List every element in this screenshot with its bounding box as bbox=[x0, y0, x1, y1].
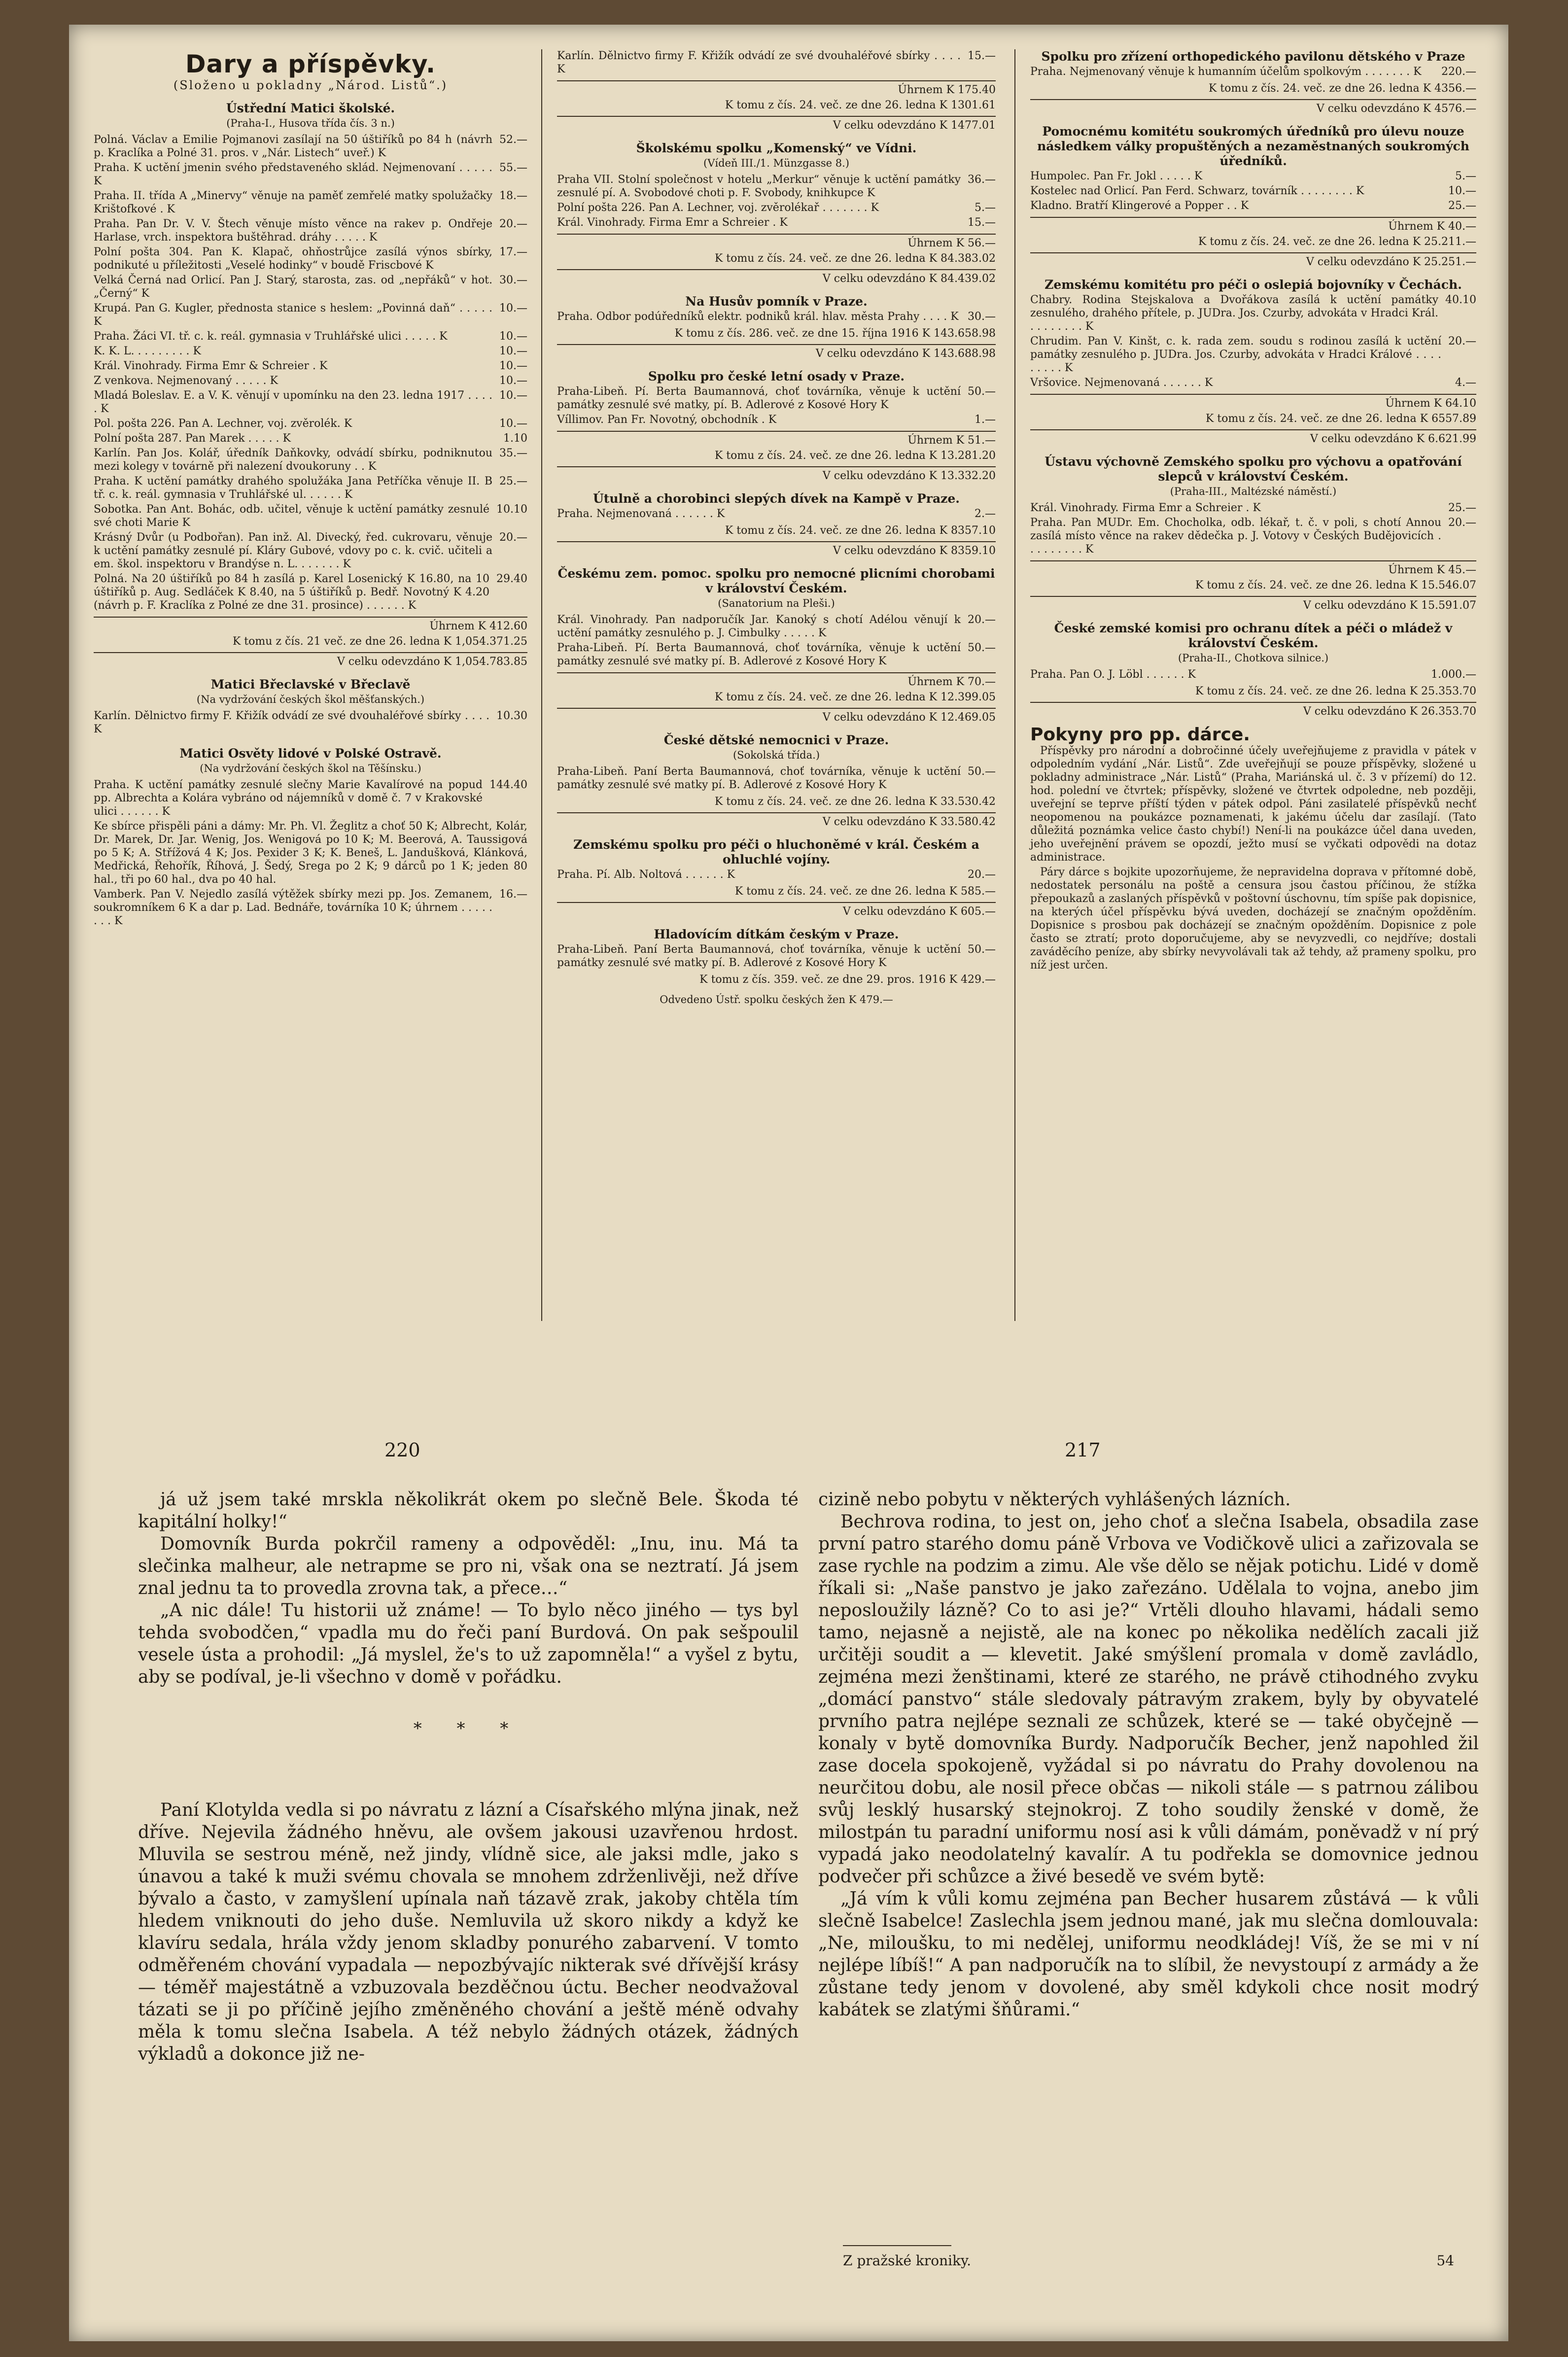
donations-column-3 bbox=[1030, 49, 1476, 973]
donation-entry: Polní pošta 304. Pan K. Klapač, ohňostrůjce zasílá výnos sbírky, podnikuté u příležitosti „Veselé hodinky“ v boudě Friscbové K 17.— bbox=[94, 246, 527, 272]
carried-total: K tomu z čís. 24. več. ze dne 26. ledna K 6557.89 bbox=[1205, 413, 1476, 425]
grand-total: V celku odevzdáno K 1,054.783.85 bbox=[94, 652, 527, 668]
section-subheading: (Sokolská třída.) bbox=[732, 749, 820, 761]
section-heading: Matici Osvěty lidové v Polské Ostravě. bbox=[179, 746, 442, 761]
donation-entry: Krásný Dvůr (u Podbořan). Pan inž. Al. Divecký, řed. cukrovaru, věnuje k uctění památky zesnulé pí. Kláry Gubové, vdovy po c. k. cvič. učiteli a em. škol. inspektoru v Brandýse n. L. . . . . . . K 20.— bbox=[94, 531, 527, 570]
donation-entry: Praha. Pan O. J. Löbl . . . . . . K 1.000.— bbox=[1030, 668, 1476, 681]
carried-total: K tomu z čís. 359. več. ze dne 29. pros. 1916 K 429.— bbox=[699, 973, 996, 986]
story-paragraph: cizině nebo pobytu v některých vyhlášených lázních. bbox=[818, 1490, 1291, 1510]
section-subheading: (Na vydržování českých škol měšťanských.) bbox=[196, 693, 425, 705]
section-heading: Školskému spolku „Komenský“ ve Vídni. bbox=[636, 141, 917, 155]
section-subheading: (Praha-III., Maltézské náměstí.) bbox=[1170, 485, 1337, 497]
folio-number: 54 bbox=[1436, 2253, 1454, 2269]
section-heading: Útulně a chorobinci slepých dívek na Kampě v Praze. bbox=[593, 491, 960, 506]
notice-paragraph: Příspěvky pro národní a dobročinné účely uveřejňujeme z pravidla v pátek v odpoledním vydání „Nár. Listů“. Zde uveřejňují se pouze příspěvky, složené u pokladny administrace „Nár. Listů“ (Praha, Mariánská ul. č. 3 v přízemí) do 12. hod. polední ve čtvrtek; příspěvky, složené ve čtvrtek odpoledne, neb později, uveřejní se teprve příští týden v pátek odpol. Páni zasilatelé příspěvků nechť neopomenou na poukázce poznamenati, k jakému účelu dar zasílají. (Tato důležitá poznámka velice často chybí!) Není-li na poukázce účel dana uveden, jeho uveřejnění právem se opozdí, ježto musí se vyčkati odpovědi na dotaz administrace. bbox=[1030, 745, 1476, 864]
story-column-left bbox=[138, 1489, 799, 2065]
section-heading: České zemské komisi pro ochranu dítek a péči o mládež v království Českém. bbox=[1054, 621, 1453, 650]
donor-list: Ke sbírce přispěli páni a dámy: Mr. Ph. Vl. Žeglitz a choť 50 K; Albrecht, Kolár, Dr. Marek, Dr. Jar. Wenig, Jos. Wenigová po 10 K; M. Beerová, A. Taussigová po 5 K; A. Střížová 4 K; Jos. Pexider 3 K; K. Beneš, L. Jandušková, Klánková, Medřická, Řehořík, Říhová, J. Šedý, Srega po 2 K; 9 dárců po 1 K; jeden 80 hal., tři po 60 hal., dva po 40 hal. bbox=[94, 820, 527, 886]
subtotal: Úhrnem K 40.— bbox=[1030, 217, 1476, 233]
story-paragraph: Paní Klotylda vedla si po návratu z lázní a Císařského mlýna jinak, než dříve. Nejevila žádného hněvu, ale ovšem jakousi uzavřenou hrdost. Mluvila se sestrou méně, než jindy, vlídně sice, ale jaksi mdle, jako s únavou a také k muži svému chovala se mnohem zdrženlivěji, než dříve bývalo a často, v zamyšlení upínala naň tázavě zrak, jakoby chtěla tím hledem vniknouti do jeho duše. Nemluvila už skoro nikdy a když ke klavíru sedala, hrála vždy jenom skladby ponurého zabarvení. V tomto odměřeném chování vypadala — nepozbývajíc nikterak své dřívější krásy — téměř majestátně a vzbuzovala bezděčnou úctu. Becher neodvažoval tázati se ji po příčině jejího změněného chování a ještě méně odvahy měla k tomu slečna Isabela. A též nebylo žádných otázek, žádných výkladů a dokonce již ne- bbox=[138, 1800, 799, 2064]
donation-entry: Praha VII. Stolní společnost v hotelu „Merkur“ věnuje k uctění památky zesnulé pí. A. Svobodové choti p. F. Svobody, knihkupce K 36.— bbox=[557, 173, 996, 199]
subtotal: Úhrnem K 56.— bbox=[557, 234, 996, 250]
carried-total: K tomu z čís. 24. več. ze dne 26. ledna K 25.211.— bbox=[1198, 236, 1476, 248]
donation-entry: Polní pošta 287. Pan Marek . . . . . K 1.10 bbox=[94, 432, 527, 445]
section-subheading: (Na vydržování českých škol na Těšínsku.) bbox=[200, 763, 421, 774]
page-number-left: 220 bbox=[384, 1439, 420, 1461]
donation-entry: Chabry. Rodina Stejskalova a Dvořákova zasílá k uctění památky zesnulého, drahého přítele, p. JUDra. Jos. Czurby, advokáta v Hradci Král. . . . . . . . . K 40.10 bbox=[1030, 294, 1476, 333]
grand-total: V celku odevzdáno K 605.— bbox=[557, 902, 996, 918]
grand-total: V celku odevzdáno K 15.591.07 bbox=[1030, 596, 1476, 612]
carried-total: K tomu z čís. 24. več. ze dne 26. ledna K 585.— bbox=[734, 885, 996, 898]
donation-entry: Velká Černá nad Orlicí. Pan J. Starý, starosta, zas. od „nepřáků“ v hot. „Černý“ K 30.— bbox=[94, 274, 527, 300]
subtotal: Úhrnem K 412.60 bbox=[94, 617, 527, 633]
donation-entry: Praha-Libeň. Paní Berta Baumannová, choť továrníka, věnuje k uctění památky zesnulé své matky pí. B. Adlerové z Kosové Hory K 50.— bbox=[557, 765, 996, 791]
section-heading: Na Husův pomník v Praze. bbox=[685, 294, 868, 309]
section-heading: Ústřední Matici školské. bbox=[226, 101, 395, 115]
carried-total: K tomu z čís. 286. več. ze dne 15. října 1916 K 143.658.98 bbox=[674, 327, 996, 340]
donation-entry: Sobotka. Pan Ant. Bohác, odb. učitel, věnuje k uctění památky zesnulé své choti Marie K 10.10 bbox=[94, 503, 527, 529]
grand-total: V celku odevzdáno K 4576.— bbox=[1030, 99, 1476, 115]
grand-total: V celku odevzdáno K 12.469.05 bbox=[557, 708, 996, 724]
grand-total: V celku odevzdáno K 13.332.20 bbox=[557, 466, 996, 483]
section-heading: České dětské nemocnici v Praze. bbox=[663, 733, 889, 747]
donation-entry: Polní pošta 226. Pan A. Lechner, voj. zvěrolékař . . . . . . . K 5.— bbox=[557, 202, 996, 214]
story-paragraph: já už jsem také mrskla několikrát okem po slečně Bele. Škoda té kapitální holky!“ bbox=[138, 1490, 799, 1532]
column-divider bbox=[541, 49, 542, 1321]
carried-total: K tomu z čís. 21 več. ze dne 26. ledna K 1,054.371.25 bbox=[232, 635, 527, 648]
donations-column-2 bbox=[557, 49, 996, 1006]
section-subheading: (Sanatorium na Pleši.) bbox=[718, 597, 835, 609]
donation-entry: Krupá. Pan G. Kugler, přednosta stanice s heslem: „Povinná daň“ . . . . . K 10.— bbox=[94, 302, 527, 328]
story-paragraph: „Já vím k vůli komu zejména pan Becher husarem zůstává — k vůli slečně Isabelce! Zaslechla jsem jednou mané, jak mu slečna domlouvala: „Ne, miloušku, to mi nedělej, uniformu neodkládej! Víš, že se mi v ní nejlépe líbíš!“ A pan nadporučík na to slíbil, že nevystoupí z armády a že zůstane tedy jenom v dovolené, aby směl kdykoli chce nosit modrý kabátek se zlatými šňůrami.“ bbox=[818, 1889, 1479, 2020]
subtotal: Úhrnem K 45.— bbox=[1030, 560, 1476, 577]
donation-entry: Humpolec. Pan Fr. Jokl . . . . . K 5.— bbox=[1030, 170, 1476, 182]
grand-total: V celku odevzdáno K 33.580.42 bbox=[557, 812, 996, 829]
running-title: Z pražské kroniky. bbox=[843, 2253, 972, 2269]
donor-notice bbox=[1030, 725, 1476, 972]
page-title: Dary a příspěvky. bbox=[185, 50, 436, 78]
donation-entry: Karlín. Pan Jos. Kolář, úředník Daňkovky, odvádí sbírku, podniknutou mezi kolegy v továrně při nalezení dvoukoruny . . K 35.— bbox=[94, 447, 527, 473]
carried-total: K tomu z čís. 24. več. ze dne 26. ledna K 84.383.02 bbox=[714, 252, 996, 265]
carried-total: K tomu z čís. 24. več. ze dne 26. ledna K 15.546.07 bbox=[1195, 579, 1476, 591]
donation-entry: Z venkova. Nejmenovaný . . . . . K 10.— bbox=[94, 375, 527, 387]
carried-total: K tomu z čís. 24. več. ze dne 26. ledna K 1301.61 bbox=[725, 99, 996, 111]
donation-entry: Praha. Žáci VI. tř. c. k. reál. gymnasia v Truhlářské ulici . . . . . K 10.— bbox=[94, 330, 527, 343]
donation-entry: Praha. K uctění jmenin svého představeného sklád. Nejmenovaní . . . . . K 55.— bbox=[94, 162, 527, 187]
donation-entry: Praha. Nejmenovaná . . . . . . K 2.— bbox=[557, 508, 996, 520]
notice-paragraph: Páry dárce s bojkite upozorňujeme, že nepravidelna doprava v přítomné době, nedostatek personálu na poště a censura jsou častou příčinou, že stížka přepoukazů a zaslaných příspěvků v poštovní úschovnu, tím spíše pak dopisnice, na kterých účel příspěvku bývá uveden, docházejí se značným opožděním. Dopisnice s prosbou pak docházejí se značným opožděním. Dopisnice z pole často se ztratí; proto doporučujeme, aby se nevyzvedli, co nejdříve; dostali zaváděcího peníze, aby sbírky nevyvolávali tak až tehdy, až prameny spolku, pro níž jest určen. bbox=[1030, 866, 1476, 971]
grand-total: V celku odevzdáno K 1477.01 bbox=[557, 116, 996, 132]
donation-entry: Víllimov. Pan Fr. Novotný, obchodník . K 1.— bbox=[557, 414, 996, 426]
section-heading: Matici Břeclavské v Břeclavě bbox=[210, 677, 411, 692]
grand-total: V celku odevzdáno K 6.621.99 bbox=[1030, 429, 1476, 446]
section-heading: Pomocnému komitétu soukromých úředníků pro úlevu nouze následkem války propuštěných a nezaměstnaných soukromých úředníků. bbox=[1037, 124, 1469, 168]
donation-entry: Praha. Pan Dr. V. V. Štech věnuje místo věnce na rakev p. Ondřeje Harlase, vrch. inspektora buštěhrad. dráhy . . . . . K 20.— bbox=[94, 218, 527, 243]
donation-entry: Král. Vinohrady. Firma Emr & Schreier . K 10.— bbox=[94, 360, 527, 372]
story-paragraph: Bechrova rodina, to jest on, jeho choť a slečna Isabela, obsadila zase první patro starého domu páně Vrbova ve Vodičkově ulici a zařizovala se zase rychle na podzim a zimu. Ale vše dělo se nějak potichu. Lidé v domě říkali si: „Naše panstvo je jako zařezáno. Udělala to vojna, anebo jim neposloužily lázně? Co to asi je?“ Vrtěli dlouho hlavami, hádali semo tamo, nejasně a nejistě, ale na konec po několika nedělích zacali již určitěji soudit a — klevetit. Jaké smýšlení promala v domě zavládlo, zejména mezi ženštinami, které ze starého, ne právě ctihodného zvyku „domácí panstvo“ stále sledovaly pátravým zrakem, byly by obyvatelé prvního patra nejlépe seznali ze schůzek, které se — také obyčejně — konaly v bytě domovníka Burdy. Nadporučík Becher, jenž napohled žil zase docela spokojeně, vyžádal si po návratu do Prahy dovolenou na neurčitou dobu, ale nosil přece občas — nikoli stále — s patrnou zálibou svůj lesklý husarský stejnokroj. Z toho soudily ženské v domě, že milostpán tu paradní uniformu nosí asi k vůli dámám, poněvadž v ní prý vypadá jako neodolatelný kavalír. A tu podřekla se domovnice jednou podvečer při schůzce a živé besedě ve svém bytě: bbox=[818, 1512, 1479, 1887]
donation-entry: Praha. Pan MUDr. Em. Chocholka, odb. lékař, t. č. v poli, s chotí Annou zasílá místo věnce na rakev dědečka p. J. Votovy v Českých Budějovicích . . . . . . . . . K 20.— bbox=[1030, 517, 1476, 555]
notice-title: Pokyny pro pp. dárce. bbox=[1030, 725, 1250, 745]
section-subheading: (Praha-I., Husova třída čís. 3 n.) bbox=[226, 117, 395, 129]
grand-total: V celku odevzdáno K 84.439.02 bbox=[557, 269, 996, 285]
section-heading: Ústavu výchovně Zemského spolku pro výchovu a opatřování slepců v království Českém. bbox=[1045, 454, 1462, 484]
story-column-right bbox=[818, 1489, 1479, 2021]
subtotal: Úhrnem K 51.— bbox=[557, 431, 996, 447]
donation-entry: Polná. Václav a Emilie Pojmanovi zasílají na 50 úštiříků po 84 h (návrh p. Kraclíka a Polné 31. pros. v „Nár. Listech“ uveř.) K 52.— bbox=[94, 134, 527, 159]
grand-total: V celku odevzdáno K 8359.10 bbox=[557, 541, 996, 557]
carried-total: K tomu z čís. 24. več. ze dne 26. ledna K 4356.— bbox=[1208, 82, 1476, 95]
newspaper-page bbox=[69, 25, 1508, 2341]
donation-entry: Praha. Pí. Alb. Noltová . . . . . . K 20.— bbox=[557, 868, 996, 881]
donation-entry: Mladá Boleslav. E. a V. K. věnují v upomínku na den 23. ledna 1917 . . . . . K 10.— bbox=[94, 389, 527, 415]
donation-entry: Král. Vinohrady. Firma Emr a Schreier . K 15.— bbox=[557, 216, 996, 229]
story-paragraph: Domovník Burda pokrčil rameny a odpověděl: „Inu, inu. Má ta slečinka malheur, ale netrapme se pro ni, však ona se neztratí. Já jsem znal jednu ta to provedla zrovna tak, a přece…“ bbox=[138, 1534, 799, 1598]
page-subtitle: (Složeno u pokladny „Národ. Listů“.) bbox=[173, 78, 448, 92]
donation-entry: Polná. Na 20 úštiříků po 84 h zasílá p. Karel Losenický K 16.80, na 10 úštiříků p. Aug. Sedláček K 8.40, na 5 úštiříků p. Bedř. Novotný K 4.20 (návrh p. F. Kraclíka z Polné ze dne 31. prosince) . . . . . . K 29.40 bbox=[94, 573, 527, 612]
final-remittance: Odvedeno Ústř. spolku českých žen K 479.— bbox=[660, 994, 893, 1005]
donations-column-1 bbox=[94, 49, 527, 929]
donation-entry: K. K. L. . . . . . . . . K 10.— bbox=[94, 345, 527, 357]
section-heading: Hladovícím dítkám českým v Praze. bbox=[654, 927, 899, 941]
section-heading: Zemskému komitétu pro péči o oslepiá bojovníky v Čechách. bbox=[1045, 277, 1462, 292]
grand-total: V celku odevzdáno K 26.353.70 bbox=[1030, 702, 1476, 718]
donation-entry: Karlín. Dělnictvo firmy F. Křižík odvádí ze své dvouhaléřové sbírky . . . . K 10.30 bbox=[94, 710, 527, 735]
carried-total: K tomu z čís. 24. več. ze dne 26. ledna K 25.353.70 bbox=[1195, 685, 1476, 697]
subtotal: Úhrnem K 64.10 bbox=[1030, 394, 1476, 410]
story-paragraph: „A nic dále! Tu historii už známe! — To bylo něco jiného — tys byl tehda svobodčen,“ vpadla mu do řeči paní Burdová. On pak sešpoulil vesele ústa a prohodil: „Já myslel, že's to už zapomněla!“ a vyšel z bytu, aby se podíval, je-li všechno v domě v pořádku. bbox=[138, 1600, 799, 1687]
donation-entry: Chrudim. Pan V. Kinšt, c. k. rada zem. soudu s rodinou zasílá k uctění památky zesnulého p. JUDra. Jos. Czurby, advokáta v Hradci Králové . . . . . . . . . K 20.— bbox=[1030, 335, 1476, 374]
carried-total: K tomu z čís. 24. več. ze dne 26. ledna K 12.399.05 bbox=[714, 691, 996, 703]
donation-entry: Praha. II. třída A „Minervy“ věnuje na paměť zemřelé matky spolužačky Krištofkové . K 18.— bbox=[94, 190, 527, 215]
page-number-right: 217 bbox=[1065, 1439, 1101, 1461]
section-break: * * * bbox=[413, 1719, 523, 1738]
section-heading: Českému zem. pomoc. spolku pro nemocné plicními chorobami v království Českém. bbox=[558, 566, 995, 595]
section-heading: Spolku pro české letní osady v Praze. bbox=[648, 369, 905, 383]
section-heading: Zemskému spolku pro péči o hluchoněmé v král. Českém a ohluchlé vojíny. bbox=[573, 837, 979, 867]
donation-entry: Kostelec nad Orlicí. Pan Ferd. Schwarz, továrník . . . . . . . . K 10.— bbox=[1030, 185, 1476, 197]
donation-entry: Praha. Odbor podúředníků elektr. podniků král. hlav. města Prahy . . . . K 30.— bbox=[557, 311, 996, 323]
donation-entry: Praha. K uctění památky zesnulé slečny Marie Kavalírové na popud pp. Albrechta a Kolára vybráno od nájemníků v domě č. 7 v Krakovské ulici . . . . . . K 144.40 bbox=[94, 779, 527, 818]
donation-entry: Pol. pošta 226. Pan A. Lechner, voj. zvěrolék. K 10.— bbox=[94, 417, 527, 430]
donation-entry: Král. Vinohrady. Pan nadporučík Jar. Kanoký s chotí Adélou věnují k uctění památky zesnulého p. J. Cimbulky . . . . . K 20.— bbox=[557, 614, 996, 639]
donation-entry: Karlín. Dělnictvo firmy F. Křižík odvádí ze své dvouhaléřové sbírky . . . . K 15.— bbox=[557, 50, 996, 75]
donation-entry: Praha-Libeň. Paní Berta Baumannová, choť továrníka, věnuje k uctění památky zesnulé své matky pí. B. Adlerové z Kosové Hory K 50.— bbox=[557, 943, 996, 969]
carried-total: K tomu z čís. 24. več. ze dne 26. ledna K 13.281.20 bbox=[714, 450, 996, 462]
grand-total: V celku odevzdáno K 25.251.— bbox=[1030, 252, 1476, 269]
donation-entry: Praha-Libeň. Pí. Berta Baumannová, choť továrníka, věnuje k uctění památky zesnulé své matky pí. B. Adlerové z Kosové Hory K 50.— bbox=[557, 642, 996, 667]
subtotal: Úhrnem K 70.— bbox=[557, 672, 996, 689]
donation-entry: Kladno. Bratří Klingerové a Popper . . K 25.— bbox=[1030, 200, 1476, 212]
section-heading: Spolku pro zřízení orthopedického pavilonu dětského v Praze bbox=[1041, 49, 1465, 64]
subtotal: Úhrnem K 175.40 bbox=[557, 80, 996, 97]
page-footer bbox=[843, 2253, 1454, 2269]
donation-entry: Vamberk. Pan V. Nejedlo zasílá výtěžek sbírky mezi pp. Jos. Zemanem, soukromníkem 6 K a dar p. Lad. Bednáře, továrníka 10 K; úhrnem . . . . . . . . K 16.— bbox=[94, 888, 527, 927]
column-divider bbox=[1014, 49, 1015, 1321]
footer-rule bbox=[843, 2245, 951, 2246]
donation-entry: Praha. Nejmenovaný věnuje k humanním účelům spolkovým . . . . . . . K 220.— bbox=[1030, 66, 1476, 78]
section-subheading: (Praha-II., Chotkova silnice.) bbox=[1178, 652, 1329, 664]
carried-total: K tomu z čís. 24. več. ze dne 26. ledna K 33.530.42 bbox=[714, 796, 996, 808]
donation-entry: Praha. K uctění památky drahého spolužáka Jana Petříčka věnuje II. B tř. c. k. reál. gymnasia v Truhlářské ul. . . . . . K 25.— bbox=[94, 475, 527, 501]
donation-entry: Král. Vinohrady. Firma Emr a Schreier . K 25.— bbox=[1030, 502, 1476, 514]
donation-entry: Praha-Libeň. Pí. Berta Baumannová, choť továrníka, věnuje k uctění památky zesnulé své matky, pí. B. Adlerové z Kosové Hory K 50.— bbox=[557, 385, 996, 411]
grand-total: V celku odevzdáno K 143.688.98 bbox=[557, 344, 996, 360]
section-subheading: (Vídeň III./1. Münzgasse 8.) bbox=[703, 157, 849, 169]
carried-total: K tomu z čís. 24. več. ze dne 26. ledna K 8357.10 bbox=[725, 524, 996, 537]
donation-entry: Vršovice. Nejmenovaná . . . . . . K 4.— bbox=[1030, 377, 1476, 389]
